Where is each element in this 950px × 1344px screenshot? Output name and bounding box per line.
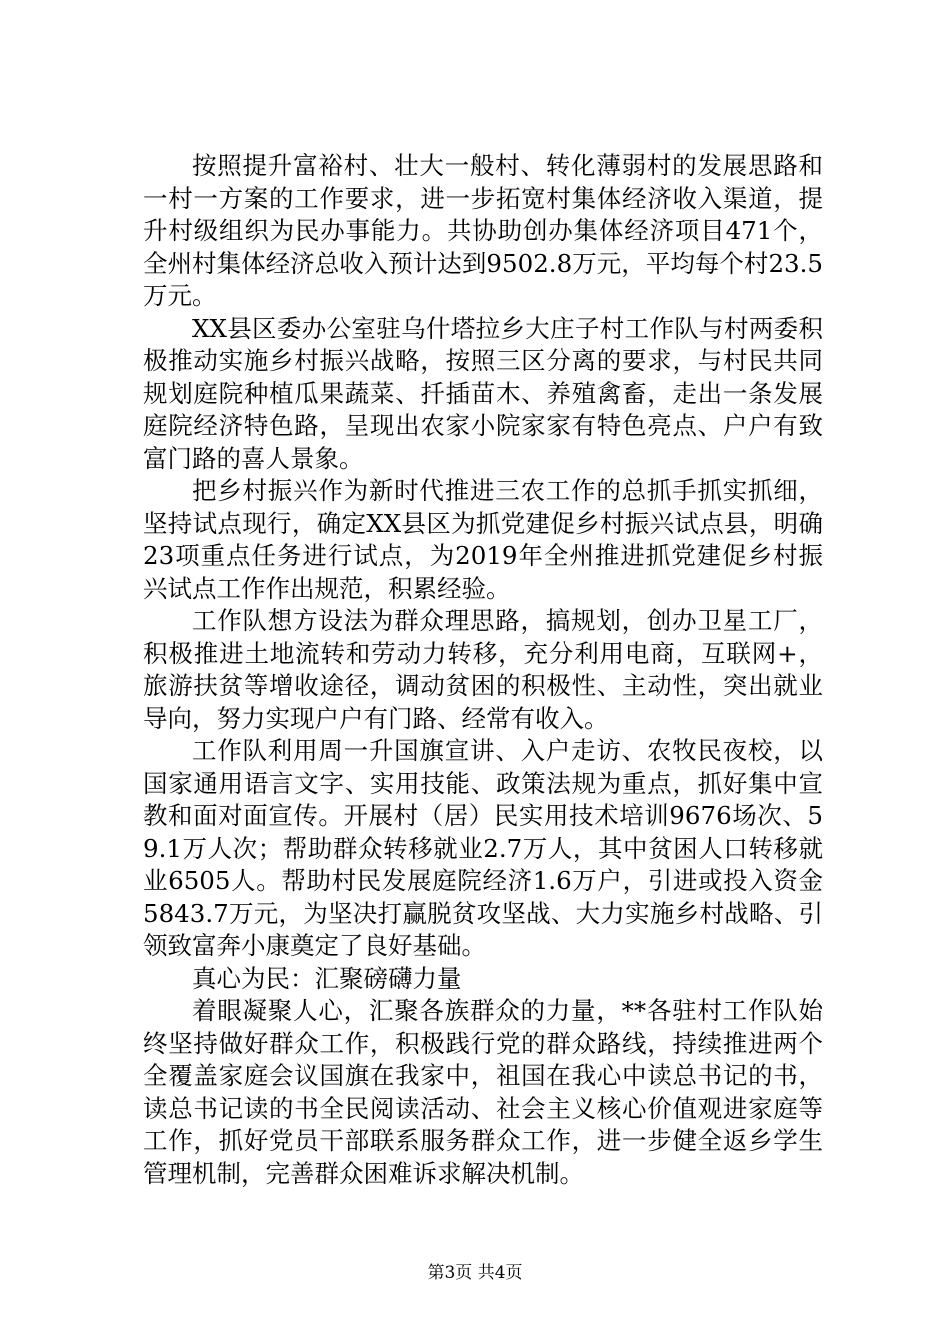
paragraph-work-team-income: 工作队想方设法为群众理思路，搞规划，创办卫星工厂，积极推进土地流转和劳动力转移，充分利用电商，互联网+，旅游扶贫等增收途径，调动贫困的积极性、主动性，突出就业导向，努力实现户户有门路、经常有收入。 xyxy=(143,606,823,733)
paragraph-courtyard-economy: XX县区委办公室驻乌什塔拉乡大庄子村工作队与村两委积极推动实施乡村振兴战略，按照三区分离的要求，与村民共同规划庭院种植瓜果蔬菜、扦插苗木、养殖禽畜，走出一条发展庭院经济特色路，呈现出农家小院家家有特色亮点、户户有致富门路的喜人景象。 xyxy=(143,313,823,473)
document-body xyxy=(143,150,823,1190)
paragraph-collective-economy: 按照提升富裕村、壮大一般村、转化薄弱村的发展思路和一村一方案的工作要求，进一步拓宽村集体经济收入渠道，提升村级组织为民办事能力。共协助创办集体经济项目471个，全州村集体经济总收入预计达到9502.8万元，平均每个村23.5万元。 xyxy=(143,151,823,310)
section-heading: 真心为民：汇聚磅礴力量 xyxy=(192,963,462,993)
paragraph-training-employment: 工作队利用周一升国旗宣讲、入户走访、农牧民夜校，以国家通用语言文字、实用技能、政策法规为重点，抓好集中宣教和面对面宣传。开展村（居）民实用技术培训9676场次、59.1万人次；帮助群众转移就业2.7万人，其中贫困人口转移就业6505人。帮助村民发展庭院经济1.6万户，引进或投入资金5843.7万元，为坚决打赢脱贫攻坚战、大力实施乡村战略、引领致富奔小康奠定了良好基础。 xyxy=(143,736,823,960)
page-number-footer: 第3页 共4页 xyxy=(427,1263,523,1283)
paragraph-mass-work: 着眼凝聚人心，汇聚各族群众的力量，**各驻村工作队始终坚持做好群众工作，积极践行党的群众路线，持续推进两个全覆盖家庭会议国旗在我家中，祖国在我心中读总书记的书，读总书记读的书全民阅读活动、社会主义核心价值观进家庭等工作，抓好党员干部联系服务群众工作，进一步健全返乡学生管理机制，完善群众困难诉求解决机制。 xyxy=(143,996,823,1188)
paragraph-rural-revitalization-pilot: 把乡村振兴作为新时代推进三农工作的总抓手抓实抓细，坚持试点现行，确定XX县区为抓党建促乡村振兴试点县，明确23项重点任务进行试点，为2019年全州推进抓党建促乡村振兴试点工作作出规范，积累经验。 xyxy=(143,476,823,603)
